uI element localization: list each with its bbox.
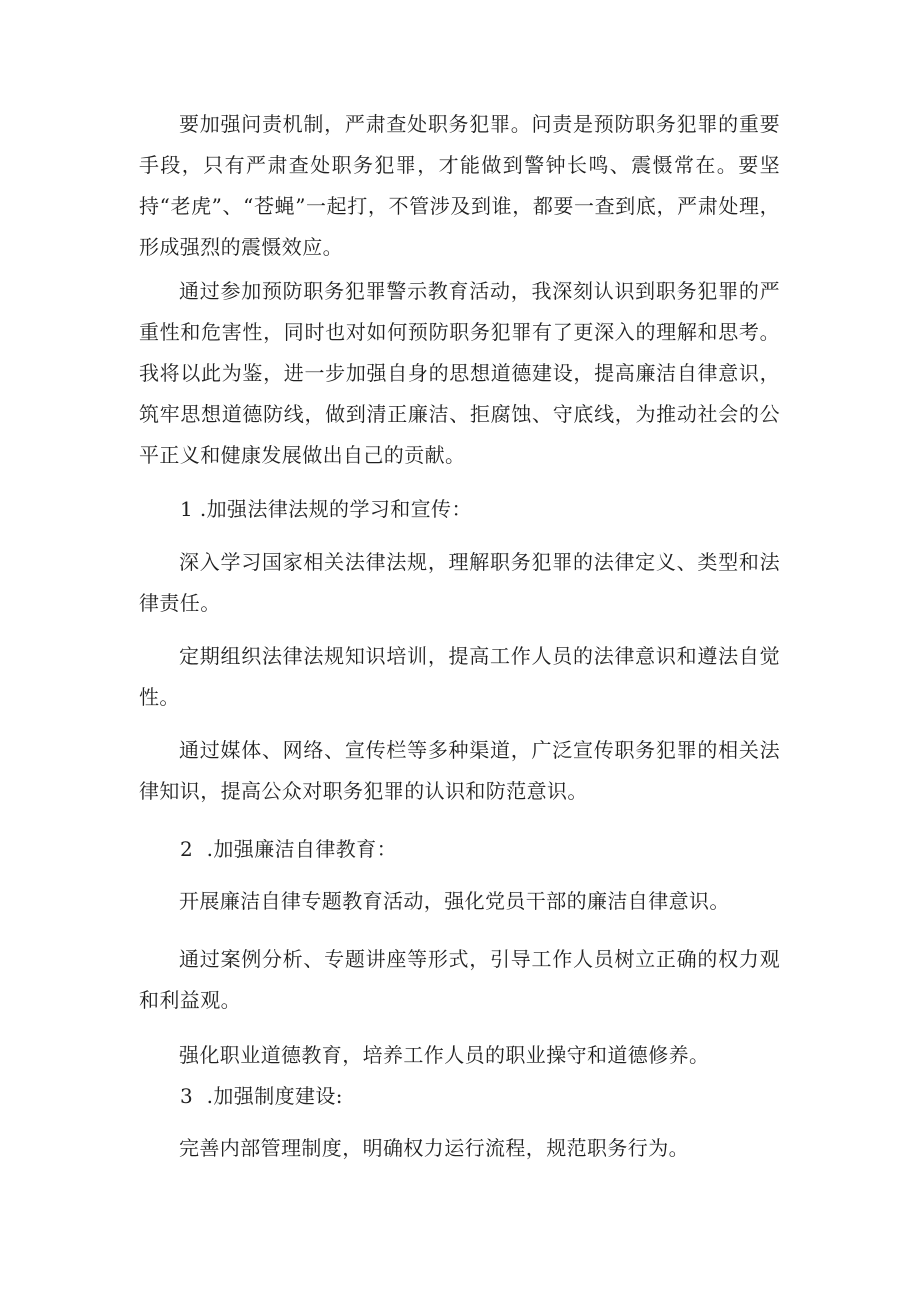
section1-item-1: 深入学习国家相关法律法规，理解职务犯罪的法律定义、类型和法律责任。 — [139, 550, 780, 615]
section2-item-2: 通过案例分析、专题讲座等形式，引导工作人员树立正确的权力观和利益观。 — [139, 947, 780, 1012]
section2-item-1: 开展廉洁自律专题教育活动，强化党员干部的廉洁自律意识。 — [179, 889, 730, 913]
section1-item-2: 定期组织法律法规知识培训，提高工作人员的法律意识和遵法自觉性。 — [139, 644, 780, 709]
section1-item-3: 通过媒体、网络、宣传栏等多种渠道，广泛宣传职务犯罪的相关法律知识，提高公众对职务犯罪的认识和防范意识。 — [139, 738, 780, 803]
section3-item-1: 完善内部管理制度，明确权力运行流程，规范职务行为。 — [179, 1136, 689, 1160]
paragraph-reflection: 通过参加预防职务犯罪警示教育活动，我深刻认识到职务犯罪的严重性和危害性，同时也对如何预防职务犯罪有了更深入的理解和思考。我将以此为鉴，进一步加强自身的思想道德建设，提高廉洁自律意识，筑牢思想道德防线，做到清正廉洁、拒腐蚀、守底线，为推动社会的公平正义和健康发展做出自己的贡献。 — [139, 279, 780, 467]
paragraph-accountability: 要加强问责机制，严肃查处职务犯罪。问责是预防职务犯罪的重要手段，只有严肃查处职务犯罪，才能做到警钟长鸣、震慑常在。要坚持“老虎”、“苍蝇”一起打，不管涉及到谁，都要一查到底，严肃处理，形成强烈的震慑效应。 — [139, 112, 780, 259]
section-heading-law-study: 1 .加强法律法规的学习和宣传： — [180, 497, 472, 521]
section-heading-integrity-education: 2 .加强廉洁自律教育： — [180, 837, 397, 861]
section2-item-3: 强化职业道德教育，培养工作人员的职业操守和道德修养。 — [179, 1043, 710, 1067]
section-heading-system-building: 3 .加强制度建设: — [180, 1084, 343, 1108]
